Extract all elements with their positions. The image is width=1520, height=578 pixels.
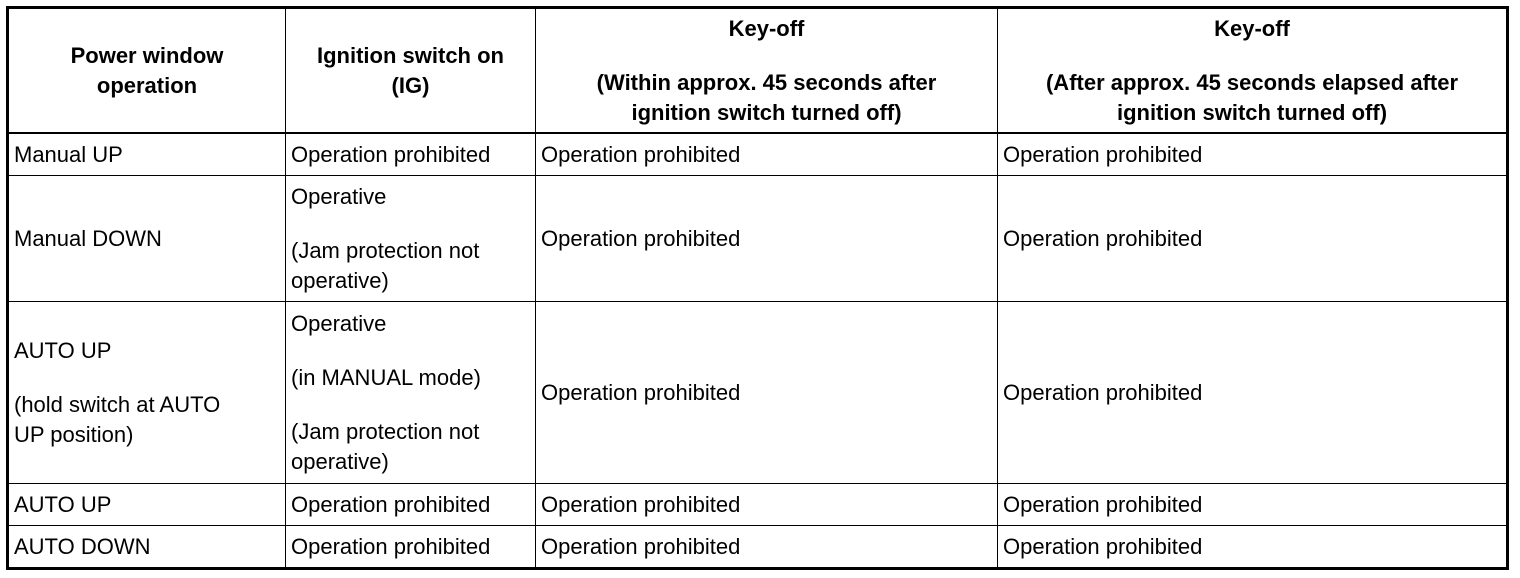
table-row bbox=[8, 176, 1508, 302]
key-off-after-cell: Operation prohibited bbox=[998, 133, 1508, 176]
key-off-after-cell: Operation prohibited bbox=[998, 302, 1508, 484]
operation-cell: Manual UP bbox=[8, 133, 286, 176]
table-row bbox=[8, 526, 1508, 569]
power-window-operation-table bbox=[6, 6, 1509, 570]
key-off-after-cell: Operation prohibited bbox=[998, 484, 1508, 526]
operation-cell: AUTO UP (hold switch at AUTO UP position) bbox=[8, 302, 286, 484]
header-key-off-after-45s: Key-off (After approx. 45 seconds elapsed after ignition switch turned off) bbox=[998, 8, 1508, 134]
key-off-after-cell: Operation prohibited bbox=[998, 176, 1508, 302]
table-row bbox=[8, 302, 1508, 484]
operation-cell: Manual DOWN bbox=[8, 176, 286, 302]
key-off-within-cell: Operation prohibited bbox=[536, 526, 998, 569]
operation-cell: AUTO UP bbox=[8, 484, 286, 526]
key-off-after-cell: Operation prohibited bbox=[998, 526, 1508, 569]
key-off-within-cell: Operation prohibited bbox=[536, 302, 998, 484]
table-row bbox=[8, 484, 1508, 526]
key-off-within-cell: Operation prohibited bbox=[536, 133, 998, 176]
key-off-within-cell: Operation prohibited bbox=[536, 176, 998, 302]
ignition-on-cell: Operation prohibited bbox=[286, 484, 536, 526]
ignition-on-cell: Operation prohibited bbox=[286, 526, 536, 569]
table-header-row bbox=[8, 8, 1508, 134]
ignition-on-cell: Operative (Jam protection not operative) bbox=[286, 176, 536, 302]
table-row bbox=[8, 133, 1508, 176]
ignition-on-cell: Operative (in MANUAL mode) (Jam protection not operative) bbox=[286, 302, 536, 484]
header-power-window-operation: Power window operation bbox=[8, 8, 286, 134]
ignition-on-cell: Operation prohibited bbox=[286, 133, 536, 176]
key-off-within-cell: Operation prohibited bbox=[536, 484, 998, 526]
header-ignition-switch-on: Ignition switch on (IG) bbox=[286, 8, 536, 134]
operation-cell: AUTO DOWN bbox=[8, 526, 286, 569]
header-key-off-within-45s: Key-off (Within approx. 45 seconds after ignition switch turned off) bbox=[536, 8, 998, 134]
